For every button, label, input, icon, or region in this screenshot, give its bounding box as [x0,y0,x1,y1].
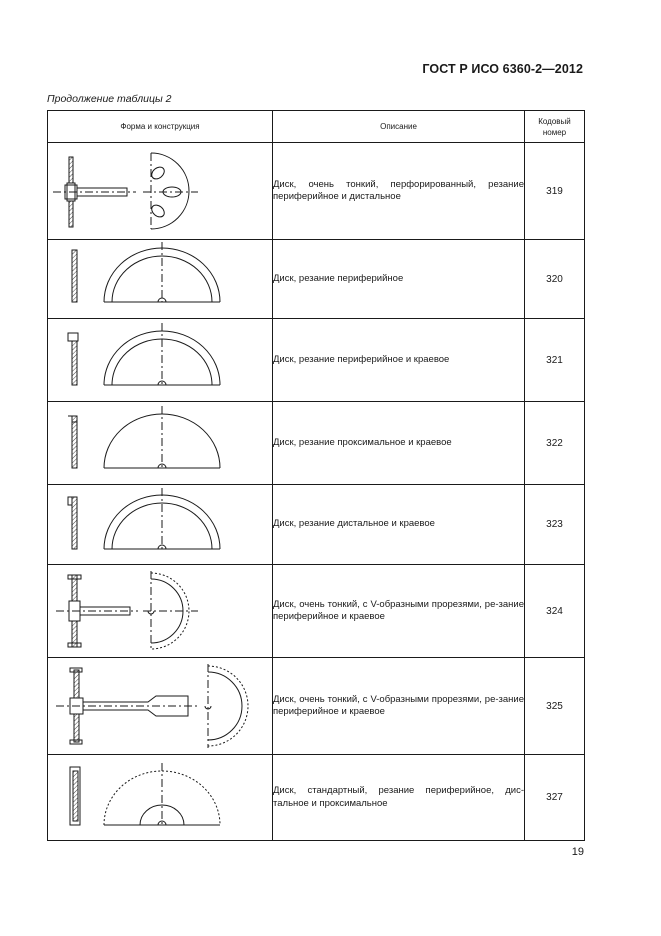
figure-cell [48,755,273,841]
table-row [48,485,585,565]
page-number: 19 [571,846,584,858]
description-cell: Диск, резание проксимальное и краевое [273,402,525,485]
code-cell: 325 [525,658,585,755]
standard-disc-icon [48,755,273,840]
proximal-edge-cut-disc-icon [48,402,273,484]
description-cell: Диск, очень тонкий, с V-образными прорезями, ре-зание периферийное и краевое [273,565,525,658]
column-header-form: Форма и конструкция [48,111,273,143]
column-header-description: Описание [273,111,525,143]
v-slot-disc-icon [48,565,273,657]
peripheral-cut-disc-icon [48,240,273,318]
distal-edge-cut-disc-icon [48,485,273,564]
description-cell: Диск, резание периферийное [273,240,525,319]
table-row [48,240,585,319]
figure-cell [48,658,273,755]
description-cell: Диск, резание периферийное и краевое [273,319,525,402]
v-slot-disc-large-shank-icon [48,658,273,754]
table-header-row [48,111,585,143]
figure-cell [48,402,273,485]
description-cell: Диск, очень тонкий, с V-образными прорезями, ре-зание периферийное и краевое [273,658,525,755]
figure-cell [48,565,273,658]
peripheral-edge-cut-disc-icon [48,319,273,401]
code-cell: 322 [525,402,585,485]
table-row [48,755,585,841]
table-row [48,658,585,755]
table-row [48,319,585,402]
document-header: ГОСТ Р ИСО 6360-2—2012 [422,62,583,76]
instrument-table [47,110,585,841]
description-cell: Диск, стандартный, резание периферийное, дис-тальное и проксимальное [273,755,525,841]
table-row [48,143,585,240]
figure-cell [48,240,273,319]
description-cell: Диск, очень тонкий, перфорированный, резание периферийное и дистальное [273,143,525,240]
code-cell: 327 [525,755,585,841]
table-caption: Продолжение таблицы 2 [47,93,172,105]
perforated-disc-icon [48,143,273,239]
code-cell: 321 [525,319,585,402]
code-cell: 324 [525,565,585,658]
table-row [48,565,585,658]
figure-cell [48,143,273,240]
figure-cell [48,485,273,565]
code-cell: 323 [525,485,585,565]
figure-cell [48,319,273,402]
description-cell: Диск, резание дистальное и краевое [273,485,525,565]
column-header-code: Кодовый номер [525,111,585,143]
code-cell: 320 [525,240,585,319]
table-row [48,402,585,485]
code-cell: 319 [525,143,585,240]
